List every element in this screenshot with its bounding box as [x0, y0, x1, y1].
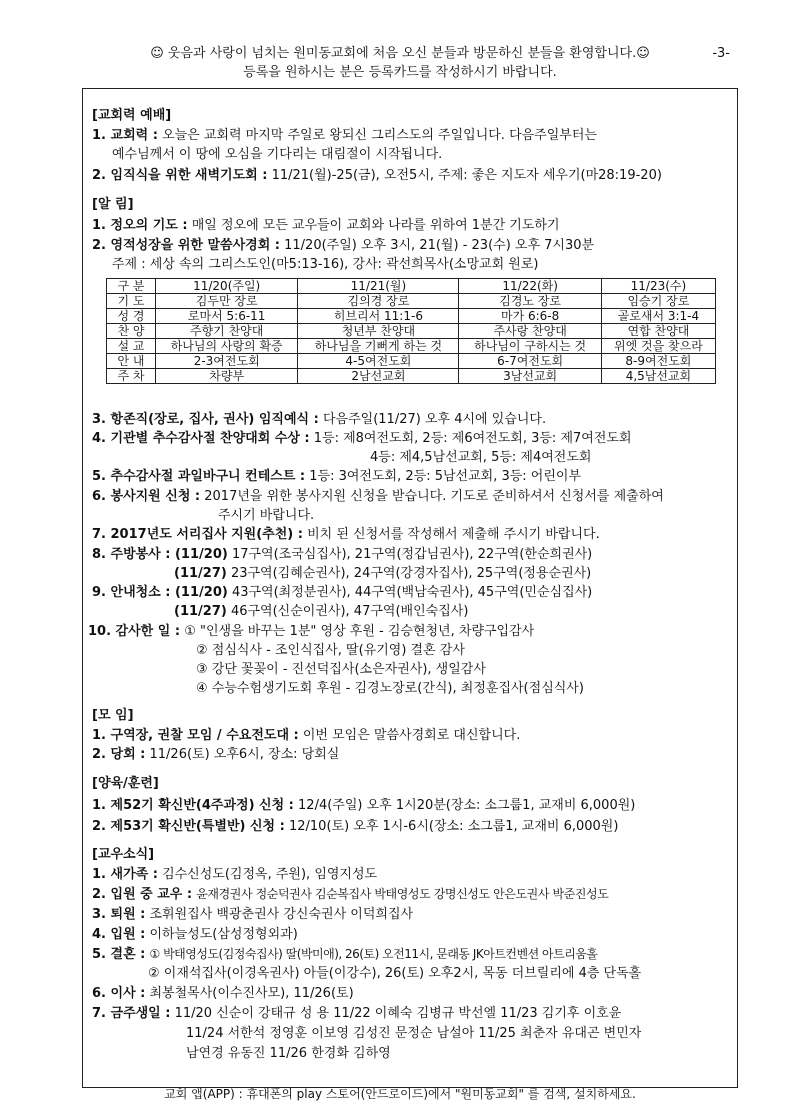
member-item-4	[92, 925, 298, 944]
table-cell: 연합 찬양대	[601, 324, 715, 339]
welcome-line: ☺ 웃음과 사랑이 넘치는 원미동교회에 처음 오신 분들과 방문하신 분들을 환영합니다.☺	[150, 46, 650, 61]
announce-item-3	[92, 410, 546, 429]
member-item-7	[92, 1004, 621, 1023]
item-label: 4. 기관별 추수감사절 찬양대회 수상 :	[92, 431, 310, 446]
item-label: 1. 새가족 :	[92, 867, 158, 882]
table-header-cell: 11/22(화)	[459, 279, 601, 294]
meeting-item-1	[92, 726, 520, 745]
section-title-members: [교우소식]	[92, 847, 155, 862]
item-label: 3. 퇴원 :	[92, 907, 146, 922]
member-item-2	[92, 885, 608, 904]
item-label: 4. 입원 :	[92, 927, 146, 942]
member-item-5	[92, 945, 597, 964]
table-header-cell: 구 분	[107, 279, 156, 294]
item-label: 5. 결혼 :	[92, 947, 146, 962]
table-header-cell: 11/20(주일)	[156, 279, 298, 294]
item-label: 10. 감사한 일 :	[88, 624, 181, 639]
member-item-6	[92, 984, 354, 1003]
education-item-1	[92, 796, 635, 815]
item-text: 11/20(주일) 오후 3시, 21(월) - 23(수) 오후 7시30분	[284, 238, 595, 253]
member-item-5-cont: ② 이재석집사(이경옥권사) 아들(이강수), 26(토) 오후2시, 목동 더브릴리에 4층 단독홀	[148, 966, 642, 981]
table-cell: 2-3여전도회	[156, 354, 298, 369]
table-cell: 주 차	[107, 369, 156, 384]
item-label: 5. 추수감사절 과일바구니 컨테스트 :	[92, 469, 306, 484]
item-text: 12/4(주일) 오후 1시20분(장소: 소그룹1, 교재비 6,000원)	[298, 798, 636, 813]
item-label: 2. 제53기 확신반(특별반) 신청 :	[92, 819, 285, 834]
item-text: 11/20 신순이 강태규 성 용 11/22 이혜숙 김병규 박선엘 11/23 김기후 이호윤	[174, 1006, 622, 1021]
page-header	[0, 44, 800, 82]
item-text: 23구역(김혜순권사), 24구역(강경자집사), 25구역(정용순권사)	[230, 566, 592, 581]
item-text: 1등: 3여전도회, 2등: 5남선교회, 3등: 어린이부	[309, 469, 582, 484]
table-header-cell: 11/21(월)	[298, 279, 459, 294]
table-cell: 김의경 장로	[298, 294, 459, 309]
item-text: 최봉철목사(이수진사모), 11/26(토)	[149, 986, 354, 1001]
member-item-1	[92, 865, 377, 884]
item-text: 윤재경권사 정순덕권사 김순복집사 박태영성도 강명신성도 안은도권사 박준진성도	[196, 887, 609, 901]
member-item-3	[92, 905, 413, 924]
item-label: (11/27)	[174, 566, 227, 581]
announce-item-2	[92, 236, 594, 255]
member-item-7-cont2: 남연경 유동진 11/26 한경화 김하영	[186, 1046, 391, 1061]
item-text: 이번 모임은 말씀사경회로 대신합니다.	[302, 728, 521, 743]
table-cell: 히브리서 11:1-6	[298, 309, 459, 324]
calendar-item-1-cont: 예수님께서 이 땅에 오심을 기다리는 대림절이 시작됩니다.	[112, 147, 443, 162]
calendar-item-2	[92, 166, 662, 185]
announce-item-4-cont: 4등: 제4,5남선교회, 5등: 제4여전도회	[370, 450, 592, 465]
table-cell: 청년부 찬양대	[298, 324, 459, 339]
item-text: 김수신성도(김정옥, 주원), 임영지성도	[162, 867, 378, 882]
announce-item-5	[92, 467, 581, 486]
item-text: 11/26(토) 오후6시, 장소: 당회실	[149, 747, 340, 762]
revival-schedule-table	[106, 278, 716, 384]
table-cell: 4,5남선교회	[601, 369, 715, 384]
item-label: 2. 임직식을 위한 새벽기도회 :	[92, 168, 268, 183]
table-cell: 하나님이 구하시는 것	[459, 339, 601, 354]
table-cell: 김경노 장로	[459, 294, 601, 309]
table-cell: 차량부	[156, 369, 298, 384]
table-cell: 마가 6:6-8	[459, 309, 601, 324]
section-title-announcements: [알 림]	[92, 197, 134, 212]
table-cell: 주사랑 찬양대	[459, 324, 601, 339]
announce-item-4	[92, 429, 632, 448]
announce-item-10	[88, 622, 534, 641]
item-label: 9. 안내청소 : (11/20)	[92, 585, 228, 600]
thanks-item-3: ③ 강단 꽃꽂이 - 진선덕집사(소은자권사), 생일감사	[196, 662, 486, 677]
table-cell: 기 도	[107, 294, 156, 309]
item-text: 이하늘성도(삼성정형외과)	[149, 927, 298, 942]
announce-item-7	[92, 525, 600, 544]
announce-item-6	[92, 487, 664, 506]
item-label: 6. 봉사지원 신청 :	[92, 489, 201, 504]
item-text: 43구역(최정분권사), 44구역(백남숙권사), 45구역(민순심집사)	[231, 585, 593, 600]
thanks-item-2: ② 점심식사 - 조인식집사, 딸(유기영) 결혼 감사	[196, 643, 465, 658]
table-cell: 설 교	[107, 339, 156, 354]
table-header-cell: 11/23(수)	[601, 279, 715, 294]
item-text: 오늘은 교회력 마지막 주일로 왕되신 그리스도의 주일입니다. 다음주일부터는	[162, 128, 597, 143]
table-header-row	[107, 279, 716, 294]
member-item-7-cont1: 11/24 서한석 정영훈 이보영 김성진 문정순 남설아 11/25 최춘자 유대곤 변민자	[186, 1026, 642, 1041]
item-text: 2017년을 위한 봉사지원 신청을 받습니다. 기도로 준비하셔서 신청서를 제출하여	[204, 489, 664, 504]
announce-item-9-cont	[174, 602, 468, 621]
item-label: (11/27)	[174, 604, 227, 619]
table-cell: 임승기 장로	[601, 294, 715, 309]
table-cell: 주향기 찬양대	[156, 324, 298, 339]
table-cell: 8-9여전도회	[601, 354, 715, 369]
meeting-item-2	[92, 745, 339, 764]
calendar-item-1	[92, 126, 597, 145]
table-row	[107, 339, 716, 354]
table-cell: 로마서 5:6-11	[156, 309, 298, 324]
item-label: 7. 금주생일 :	[92, 1006, 171, 1021]
announce-item-2-cont: 주제 : 세상 속의 그리스도인(마5:13-16), 강사: 곽선희목사(소망교회 원로)	[112, 257, 539, 272]
table-cell: 2남선교회	[298, 369, 459, 384]
announce-item-9	[92, 583, 592, 602]
table-cell: 위엣 것을 찾으라	[601, 339, 715, 354]
announce-item-8-cont	[174, 564, 591, 583]
item-label: 1. 교회력 :	[92, 128, 158, 143]
item-text: 12/10(토) 오후 1시-6시(장소: 소그룹1, 교재비 6,000원)	[288, 819, 619, 834]
item-label: 1. 제52기 확신반(4주과정) 신청 :	[92, 798, 294, 813]
item-label: 2. 당회 :	[92, 747, 146, 762]
table-row	[107, 294, 716, 309]
section-title-calendar: [교회력 예배]	[92, 108, 172, 123]
table-row	[107, 354, 716, 369]
section-title-meetings: [모 임]	[92, 708, 134, 723]
table-cell: 하나님의 사랑의 확증	[156, 339, 298, 354]
item-text: 비치 된 신청서를 작성해서 제출해 주시기 바랍니다.	[307, 527, 600, 542]
item-label: 6. 이사 :	[92, 986, 146, 1001]
item-text: 46구역(신순이권사), 47구역(배인숙집사)	[230, 604, 469, 619]
item-text: 매일 정오에 모든 교우들이 교회와 나라를 위하여 1분간 기도하기	[191, 218, 560, 233]
item-label: 1. 구역장, 권찰 모임 / 수요전도대 :	[92, 728, 299, 743]
table-cell: 6-7여전도회	[459, 354, 601, 369]
table-cell: 골로새서 3:1-4	[601, 309, 715, 324]
table-cell: 김두만 장로	[156, 294, 298, 309]
item-text: 1등: 제8여전도회, 2등: 제6여전도회, 3등: 제7여전도회	[313, 431, 632, 446]
item-label: 8. 주방봉사 : (11/20)	[92, 547, 228, 562]
section-title-education: [양육/훈련]	[92, 776, 159, 791]
item-text: 다음주일(11/27) 오후 4시에 있습니다.	[322, 412, 547, 427]
table-row	[107, 369, 716, 384]
item-text: 17구역(조국심집사), 21구역(정갑님권사), 22구역(한순희권사)	[231, 547, 593, 562]
table-cell: 4-5여전도회	[298, 354, 459, 369]
table-cell: 3남선교회	[459, 369, 601, 384]
item-label: 7. 2017년도 서리집사 지원(추천) :	[92, 527, 303, 542]
item-text: 조휘원집사 백광춘권사 강신숙권사 이덕희집사	[149, 907, 414, 922]
item-label: 2. 영적성장을 위한 말씀사경회 :	[92, 238, 280, 253]
table-cell: 성 경	[107, 309, 156, 324]
page-number: -3-	[712, 46, 730, 61]
announce-item-6-cont: 주시기 바랍니다.	[218, 508, 315, 523]
item-text: ① 박태영성도(김정숙집사) 딸(박미애), 26(토) 오전11시, 문래동 JK아트컨벤션 아트리움홀	[149, 947, 598, 961]
thanks-item-4: ④ 수능수험생기도회 후원 - 김경노장로(간식), 최정훈집사(점심식사)	[196, 681, 584, 696]
item-text: ① "인생을 바꾸는 1분" 영상 후원 - 김승현청년, 차량구입감사	[184, 624, 535, 639]
app-notice-footer: 교회 앱(APP) : 휴대폰의 play 스토어(안드로이드)에서 "원미동교회" 를 검색, 설치하세요.	[164, 1087, 636, 1101]
announce-item-1	[92, 216, 560, 235]
item-text: 11/21(월)-25(금), 오전5시, 주제: 좋은 지도자 세우기(마28:19-20)	[271, 168, 662, 183]
registration-line: 등록을 원하시는 분은 등록카드를 작성하시기 바랍니다.	[243, 65, 557, 80]
item-label: 1. 정오의 기도 :	[92, 218, 188, 233]
table-cell: 찬 양	[107, 324, 156, 339]
table-row	[107, 324, 716, 339]
announce-item-8	[92, 545, 592, 564]
education-item-2	[92, 817, 618, 836]
table-row	[107, 309, 716, 324]
table-cell: 하나님을 기뻐게 하는 것	[298, 339, 459, 354]
item-label: 2. 입원 중 교우 :	[92, 887, 193, 902]
table-cell: 안 내	[107, 354, 156, 369]
item-label: 3. 항존직(장로, 집사, 권사) 임직예식 :	[92, 412, 319, 427]
